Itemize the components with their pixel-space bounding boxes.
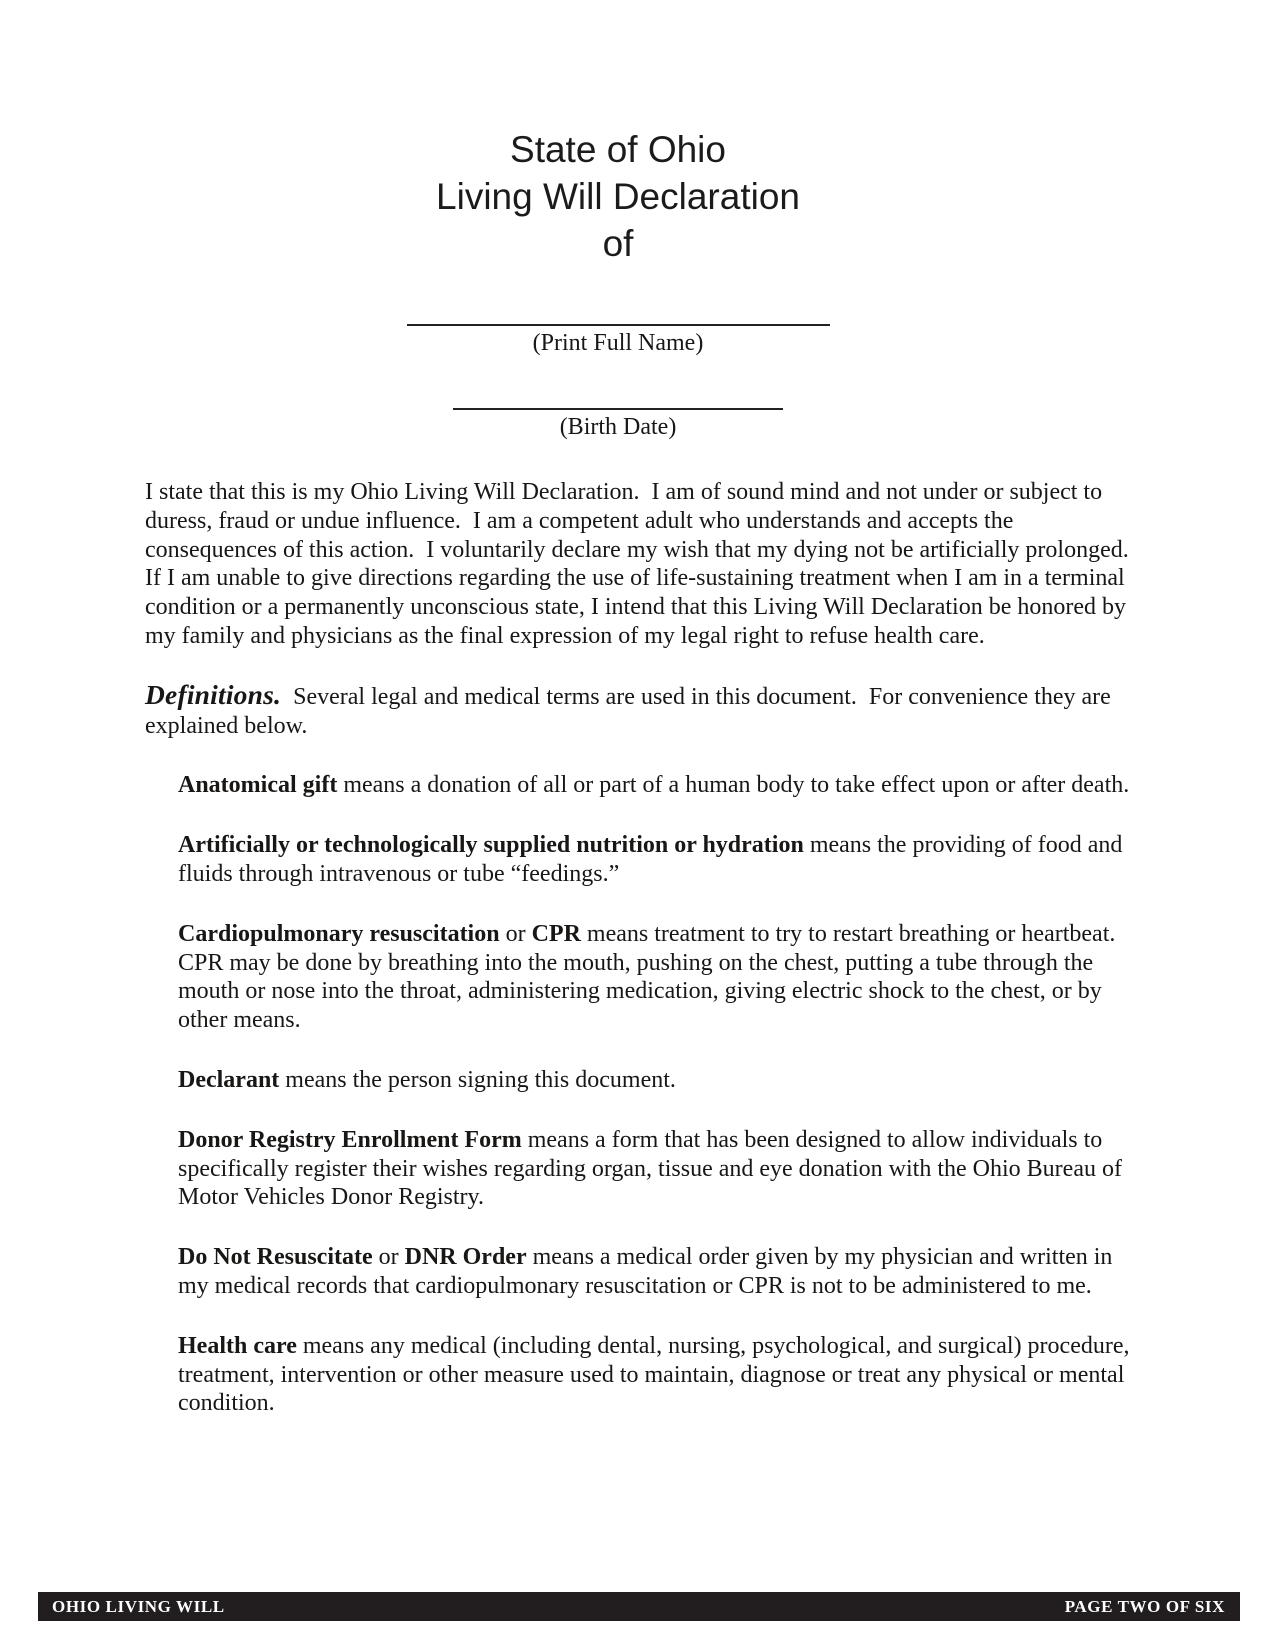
birth-date-caption: (Birth Date) xyxy=(559,414,677,440)
normal-segment: means any medical (including dental, nursing, psychological, and surgical) procedure, treatment, intervention or other measure used to maintain, diagnose or treat any physical or mental condition. xyxy=(178,1332,1130,1417)
term-segment: Do Not Resuscitate xyxy=(178,1244,373,1271)
definition-item-health-care xyxy=(178,1332,1145,1418)
document-title xyxy=(145,126,1091,267)
normal-segment: means the person signing this document. xyxy=(279,1066,676,1093)
term-segment: Declarant xyxy=(178,1066,280,1093)
normal-segment: means the providing of food and fluids through intravenous or tube “feedings.” xyxy=(178,832,1123,887)
full-name-input-line[interactable] xyxy=(407,324,830,326)
term-segment: Anatomical gift xyxy=(178,772,338,799)
footer-doc-label: OHIO LIVING WILL xyxy=(52,1597,225,1616)
title-block xyxy=(145,126,1091,442)
normal-segment: means a donation of all or part of a human body to take effect upon or after death. xyxy=(337,772,1130,799)
intro-paragraph: I state that this is my Ohio Living Will Declaration. I am of sound mind and not under or subject to duress, fraud or undue influence. I am a competent adult who understands and accepts the consequences of this action. I voluntarily declare my wish that my dying not be artificially prolonged. If I am unable to give directions regarding the use of life-sustaining treatment when I am in a terminal condition or a permanently unconscious state, I intend that this Living Will Declaration be honored by my family and physicians as the final expression of my legal right to refuse health care. xyxy=(145,479,1129,649)
term-segment: Artificially or technologically supplied nutrition or hydration xyxy=(178,832,804,859)
definition-item-anatomical-gift xyxy=(178,771,1145,800)
definition-item-declarant xyxy=(178,1066,1145,1095)
term-segment: DNR Order xyxy=(404,1244,527,1271)
term-segment: Cardiopulmonary resuscitation xyxy=(178,920,500,947)
footer-bar xyxy=(38,1592,1240,1621)
normal-segment: Several legal and medical terms are used in this document. For convenience they are explained below. xyxy=(145,683,1111,739)
definition-item-donor-registry xyxy=(178,1126,1145,1212)
definition-item-cpr xyxy=(178,920,1145,1035)
birth-date-input-line[interactable] xyxy=(453,408,783,410)
document-title-line-3: of xyxy=(602,223,634,264)
normal-segment: or xyxy=(499,920,532,947)
definitions-lead-paragraph xyxy=(145,678,1145,741)
definition-item-dnr xyxy=(178,1243,1145,1301)
heading-segment: Definitions. xyxy=(145,678,282,710)
normal-segment: means treatment to try to restart breathing or heartbeat. CPR may be done by breathing into the mouth, pushing on the chest, putting a tube through the mouth or nose into the throat, administering medication, giving electric shock to the chest, or by other means. xyxy=(178,920,1122,1034)
normal-segment: means a form that has been designed to allow individuals to specifically register their wishes regarding organ, tissue and eye donation with the Ohio Bureau of Motor Vehicles Donor Registry. xyxy=(178,1126,1122,1211)
term-segment: Health care xyxy=(178,1332,297,1359)
full-name-caption: (Print Full Name) xyxy=(532,330,704,356)
footer-page-number: PAGE TWO OF SIX xyxy=(1064,1597,1225,1616)
document-content xyxy=(0,126,1275,1418)
document-title-line-1: State of Ohio xyxy=(510,129,726,170)
normal-segment: or xyxy=(372,1244,405,1271)
term-segment: CPR xyxy=(531,920,581,947)
term-segment: Donor Registry Enrollment Form xyxy=(178,1126,522,1153)
document-title-line-2: Living Will Declaration xyxy=(436,176,800,217)
normal-segment: means a medical order given by my physician and written in my medical records that cardiopulmonary resuscitation or CPR is not to be administered to me. xyxy=(178,1244,1113,1299)
definition-item-artificial-nutrition xyxy=(178,831,1145,889)
